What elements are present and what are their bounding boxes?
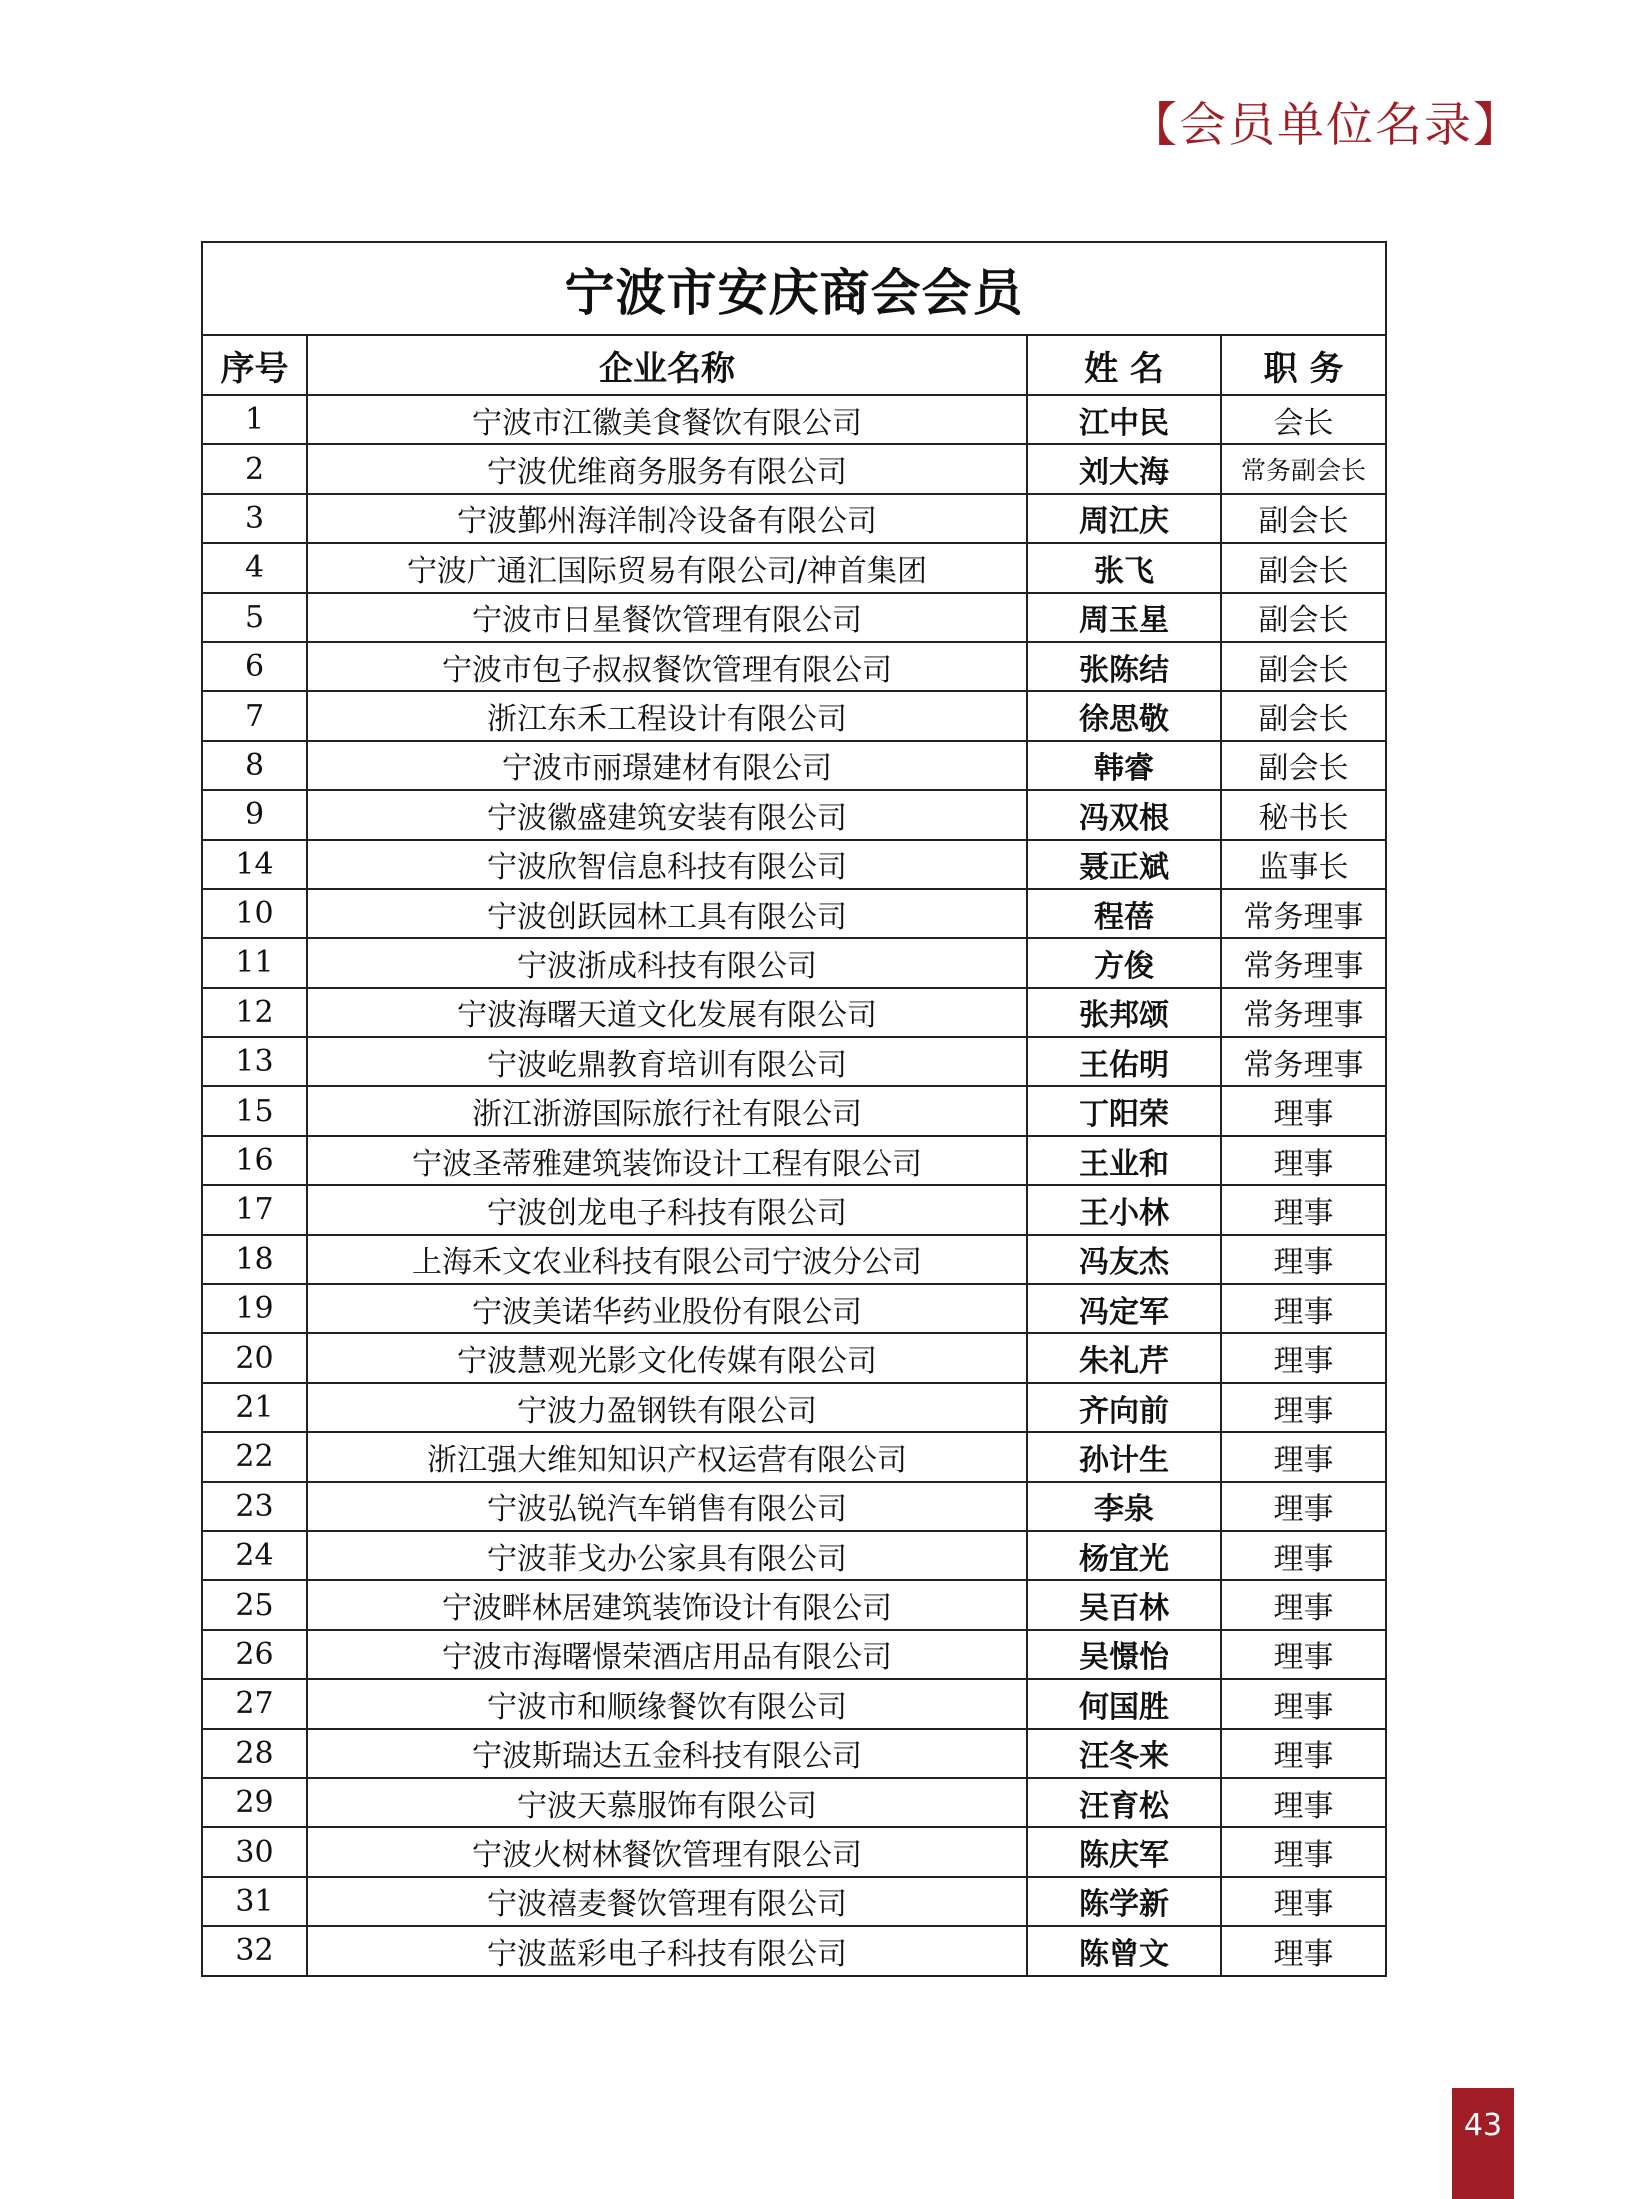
table-row	[202, 1926, 1386, 1975]
table-row	[202, 1482, 1386, 1531]
member-role: 理事	[1221, 1086, 1386, 1135]
row-number: 12	[202, 988, 307, 1037]
member-name: 汪冬来	[1027, 1729, 1221, 1778]
company-name: 宁波美诺华药业股份有限公司	[307, 1284, 1027, 1333]
member-role: 监事长	[1221, 840, 1386, 889]
table-row	[202, 642, 1386, 691]
table-title: 宁波市安庆商会会员	[202, 242, 1386, 335]
company-name: 宁波海曙天道文化发展有限公司	[307, 988, 1027, 1037]
table-row	[202, 1185, 1386, 1234]
row-number: 20	[202, 1333, 307, 1382]
member-name: 汪育松	[1027, 1778, 1221, 1827]
company-name: 浙江浙游国际旅行社有限公司	[307, 1086, 1027, 1135]
row-number: 9	[202, 790, 307, 839]
row-number: 1	[202, 395, 307, 444]
member-name: 吴百林	[1027, 1580, 1221, 1629]
member-name: 刘大海	[1027, 444, 1221, 493]
company-name: 宁波畔林居建筑装饰设计有限公司	[307, 1580, 1027, 1629]
member-role: 常务副会长	[1221, 444, 1386, 493]
company-name: 宁波浙成科技有限公司	[307, 938, 1027, 987]
row-number: 7	[202, 691, 307, 740]
table-row	[202, 1086, 1386, 1135]
member-name: 周玉星	[1027, 593, 1221, 642]
member-role: 理事	[1221, 1580, 1386, 1629]
table-row	[202, 938, 1386, 987]
member-name: 王佑明	[1027, 1037, 1221, 1086]
row-number: 21	[202, 1383, 307, 1432]
member-name: 韩睿	[1027, 741, 1221, 790]
member-name: 李泉	[1027, 1482, 1221, 1531]
member-role: 常务理事	[1221, 1037, 1386, 1086]
row-number: 22	[202, 1432, 307, 1481]
member-role: 副会长	[1221, 642, 1386, 691]
row-number: 32	[202, 1926, 307, 1975]
member-name: 张邦颂	[1027, 988, 1221, 1037]
row-number: 23	[202, 1482, 307, 1531]
member-name: 周江庆	[1027, 494, 1221, 543]
table-row	[202, 1333, 1386, 1382]
company-name: 宁波慧观光影文化传媒有限公司	[307, 1333, 1027, 1382]
table-row	[202, 840, 1386, 889]
member-name: 王小林	[1027, 1185, 1221, 1234]
table-row	[202, 395, 1386, 444]
member-role: 理事	[1221, 1284, 1386, 1333]
table-row	[202, 790, 1386, 839]
table-row	[202, 1827, 1386, 1876]
row-number: 18	[202, 1235, 307, 1284]
member-table	[201, 241, 1387, 1977]
company-name: 上海禾文农业科技有限公司宁波分公司	[307, 1235, 1027, 1284]
header-name: 姓 名	[1027, 335, 1221, 395]
company-name: 宁波市包子叔叔餐饮管理有限公司	[307, 642, 1027, 691]
row-number: 3	[202, 494, 307, 543]
company-name: 宁波优维商务服务有限公司	[307, 444, 1027, 493]
row-number: 16	[202, 1136, 307, 1185]
member-role: 副会长	[1221, 494, 1386, 543]
member-name: 丁阳荣	[1027, 1086, 1221, 1135]
table-row	[202, 494, 1386, 543]
member-name: 何国胜	[1027, 1679, 1221, 1728]
member-name: 张陈结	[1027, 642, 1221, 691]
member-name: 江中民	[1027, 395, 1221, 444]
header-no: 序号	[202, 335, 307, 395]
table-row	[202, 1136, 1386, 1185]
table-row	[202, 741, 1386, 790]
company-name: 宁波创跃园林工具有限公司	[307, 889, 1027, 938]
row-number: 24	[202, 1531, 307, 1580]
member-role: 理事	[1221, 1136, 1386, 1185]
table-row	[202, 1432, 1386, 1481]
table-title-row	[202, 242, 1386, 335]
member-role: 理事	[1221, 1729, 1386, 1778]
row-number: 13	[202, 1037, 307, 1086]
company-name: 宁波欣智信息科技有限公司	[307, 840, 1027, 889]
member-role: 理事	[1221, 1383, 1386, 1432]
table-row	[202, 1235, 1386, 1284]
member-name: 陈学新	[1027, 1877, 1221, 1926]
member-role: 理事	[1221, 1531, 1386, 1580]
row-number: 11	[202, 938, 307, 987]
row-number: 19	[202, 1284, 307, 1333]
header-company: 企业名称	[307, 335, 1027, 395]
member-name: 齐向前	[1027, 1383, 1221, 1432]
company-name: 宁波天慕服饰有限公司	[307, 1778, 1027, 1827]
member-name: 朱礼芹	[1027, 1333, 1221, 1382]
company-name: 宁波圣蒂雅建筑装饰设计工程有限公司	[307, 1136, 1027, 1185]
company-name: 宁波火树林餐饮管理有限公司	[307, 1827, 1027, 1876]
table-row	[202, 889, 1386, 938]
table-row	[202, 1383, 1386, 1432]
company-name: 宁波市和顺缘餐饮有限公司	[307, 1679, 1027, 1728]
company-name: 宁波市江徽美食餐饮有限公司	[307, 395, 1027, 444]
member-role: 理事	[1221, 1778, 1386, 1827]
member-role: 秘书长	[1221, 790, 1386, 839]
member-name: 方俊	[1027, 938, 1221, 987]
member-role: 理事	[1221, 1185, 1386, 1234]
table-row	[202, 1037, 1386, 1086]
member-role: 副会长	[1221, 741, 1386, 790]
section-tag: 【会员单位名录】	[1130, 98, 1522, 153]
company-name: 宁波广通汇国际贸易有限公司/神首集团	[307, 543, 1027, 592]
table-row	[202, 1630, 1386, 1679]
company-name: 宁波斯瑞达五金科技有限公司	[307, 1729, 1027, 1778]
company-name: 宁波市日星餐饮管理有限公司	[307, 593, 1027, 642]
member-role: 理事	[1221, 1482, 1386, 1531]
member-role: 常务理事	[1221, 889, 1386, 938]
row-number: 17	[202, 1185, 307, 1234]
page-number-box	[1452, 2088, 1514, 2199]
member-name: 吴憬怡	[1027, 1630, 1221, 1679]
row-number: 2	[202, 444, 307, 493]
company-name: 宁波弘锐汽车销售有限公司	[307, 1482, 1027, 1531]
row-number: 8	[202, 741, 307, 790]
row-number: 5	[202, 593, 307, 642]
member-name: 张飞	[1027, 543, 1221, 592]
member-role: 副会长	[1221, 691, 1386, 740]
member-name: 孙计生	[1027, 1432, 1221, 1481]
company-name: 宁波创龙电子科技有限公司	[307, 1185, 1027, 1234]
company-name: 宁波市丽璟建材有限公司	[307, 741, 1027, 790]
member-role: 常务理事	[1221, 988, 1386, 1037]
table-row	[202, 1284, 1386, 1333]
member-name: 程蓓	[1027, 889, 1221, 938]
member-role: 理事	[1221, 1926, 1386, 1975]
member-name: 冯双根	[1027, 790, 1221, 839]
member-role: 常务理事	[1221, 938, 1386, 987]
member-name: 冯友杰	[1027, 1235, 1221, 1284]
table-row	[202, 691, 1386, 740]
table-row	[202, 1877, 1386, 1926]
company-name: 宁波市海曙憬荣酒店用品有限公司	[307, 1630, 1027, 1679]
header-role: 职 务	[1221, 335, 1386, 395]
row-number: 15	[202, 1086, 307, 1135]
company-name: 宁波禧麦餐饮管理有限公司	[307, 1877, 1027, 1926]
company-name: 宁波鄞州海洋制冷设备有限公司	[307, 494, 1027, 543]
member-role: 理事	[1221, 1827, 1386, 1876]
table-row	[202, 1729, 1386, 1778]
member-role: 副会长	[1221, 593, 1386, 642]
table-row	[202, 988, 1386, 1037]
row-number: 30	[202, 1827, 307, 1876]
member-role: 副会长	[1221, 543, 1386, 592]
member-role: 理事	[1221, 1432, 1386, 1481]
table-body	[202, 395, 1386, 1976]
member-role: 理事	[1221, 1679, 1386, 1728]
row-number: 25	[202, 1580, 307, 1629]
member-name: 徐思敬	[1027, 691, 1221, 740]
row-number: 10	[202, 889, 307, 938]
table-row	[202, 1778, 1386, 1827]
row-number: 6	[202, 642, 307, 691]
row-number: 4	[202, 543, 307, 592]
member-name: 冯定军	[1027, 1284, 1221, 1333]
company-name: 浙江强大维知知识产权运营有限公司	[307, 1432, 1027, 1481]
member-role: 会长	[1221, 395, 1386, 444]
company-name: 宁波蓝彩电子科技有限公司	[307, 1926, 1027, 1975]
row-number: 28	[202, 1729, 307, 1778]
row-number: 29	[202, 1778, 307, 1827]
table-row	[202, 444, 1386, 493]
table-row	[202, 1679, 1386, 1728]
company-name: 宁波徽盛建筑安装有限公司	[307, 790, 1027, 839]
table-header-row	[202, 335, 1386, 395]
row-number: 26	[202, 1630, 307, 1679]
member-role: 理事	[1221, 1630, 1386, 1679]
company-name: 宁波力盈钢铁有限公司	[307, 1383, 1027, 1432]
row-number: 31	[202, 1877, 307, 1926]
member-name: 陈曾文	[1027, 1926, 1221, 1975]
row-number: 14	[202, 840, 307, 889]
member-name: 聂正斌	[1027, 840, 1221, 889]
member-name: 杨宜光	[1027, 1531, 1221, 1580]
company-name: 宁波屹鼎教育培训有限公司	[307, 1037, 1027, 1086]
member-role: 理事	[1221, 1877, 1386, 1926]
table-row	[202, 543, 1386, 592]
member-name: 王业和	[1027, 1136, 1221, 1185]
table-row	[202, 1531, 1386, 1580]
row-number: 27	[202, 1679, 307, 1728]
company-name: 浙江东禾工程设计有限公司	[307, 691, 1027, 740]
member-role: 理事	[1221, 1235, 1386, 1284]
table-row	[202, 1580, 1386, 1629]
page-number: 43	[1463, 2108, 1503, 2143]
company-name: 宁波菲戈办公家具有限公司	[307, 1531, 1027, 1580]
member-name: 陈庆军	[1027, 1827, 1221, 1876]
table-row	[202, 593, 1386, 642]
member-role: 理事	[1221, 1333, 1386, 1382]
